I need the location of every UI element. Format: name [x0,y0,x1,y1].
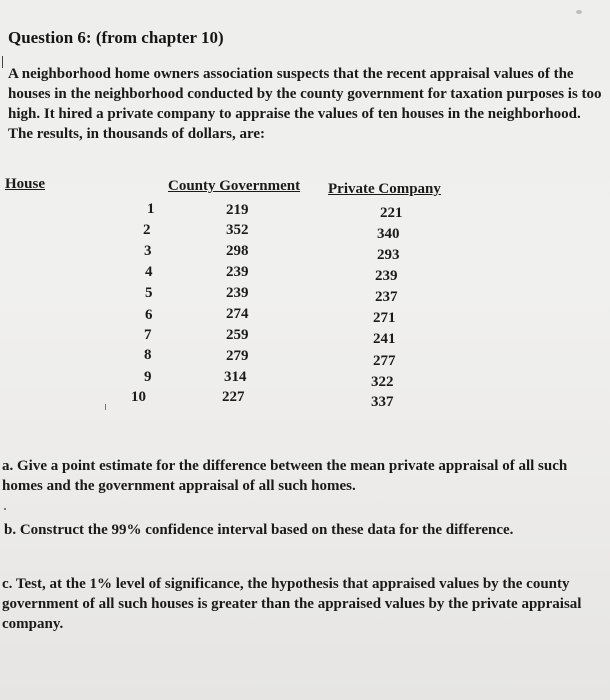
house-number: 4 [145,264,153,280]
house-number: 5 [145,285,153,301]
private-value: 277 [373,353,396,369]
house-number: 6 [145,307,153,323]
question-part-c: c. Test, at the 1% level of significance, the hypothesis that appraised values by the county government of all such houses is greater than the appraised values by the private appraisal company. [2,576,582,632]
county-value: 239 [226,264,249,280]
county-value: 219 [226,202,249,218]
smudge-mark [576,10,582,14]
appraisal-table [0,172,610,422]
private-company-column-header: Private Company [328,181,441,197]
question-part-a: a. Give a point estimate for the difference between the mean private appraisal of all such homes and the government appraisal of all such homes. [2,458,568,494]
private-value: 340 [377,226,400,242]
house-number: 1 [147,201,155,217]
pencil-dot-mark [4,508,6,510]
private-value: 239 [375,268,398,284]
county-value: 239 [226,285,249,301]
question-part-b: b. Construct the 99% confidence interval based on these data for the difference. [4,522,514,538]
house-column-header: House [5,176,46,192]
house-number: 10 [131,389,146,405]
private-value: 241 [373,331,396,347]
county-value: 279 [226,348,249,364]
county-value: 274 [226,306,249,322]
house-number: 2 [143,222,151,238]
house-number: 9 [144,369,152,385]
house-number: 8 [144,347,152,363]
question-title: Question 6: (from chapter 10) [8,28,224,47]
margin-mark [2,56,3,68]
pencil-tick-mark [105,404,106,410]
county-value: 227 [222,389,245,405]
private-value: 221 [380,205,403,221]
private-value: 237 [375,289,398,305]
house-number: 7 [144,327,152,343]
county-government-column-header: County Government [168,178,301,194]
private-value: 293 [377,247,400,263]
county-value: 298 [226,243,249,259]
private-value: 337 [371,394,394,410]
private-value: 322 [371,374,394,390]
question-intro: A neighborhood home owners association suspects that the recent appraisal values of the houses in the neighborhood conducted by the county government for taxation purposes is too high. It hired a private company to appraise the values of ten houses in the neighborhood. The results, in thousands of dollars, are: [8,66,602,142]
county-value: 352 [226,222,249,238]
private-value: 271 [373,310,396,326]
house-number: 3 [144,243,152,259]
county-value: 314 [224,369,247,385]
county-value: 259 [226,327,249,343]
